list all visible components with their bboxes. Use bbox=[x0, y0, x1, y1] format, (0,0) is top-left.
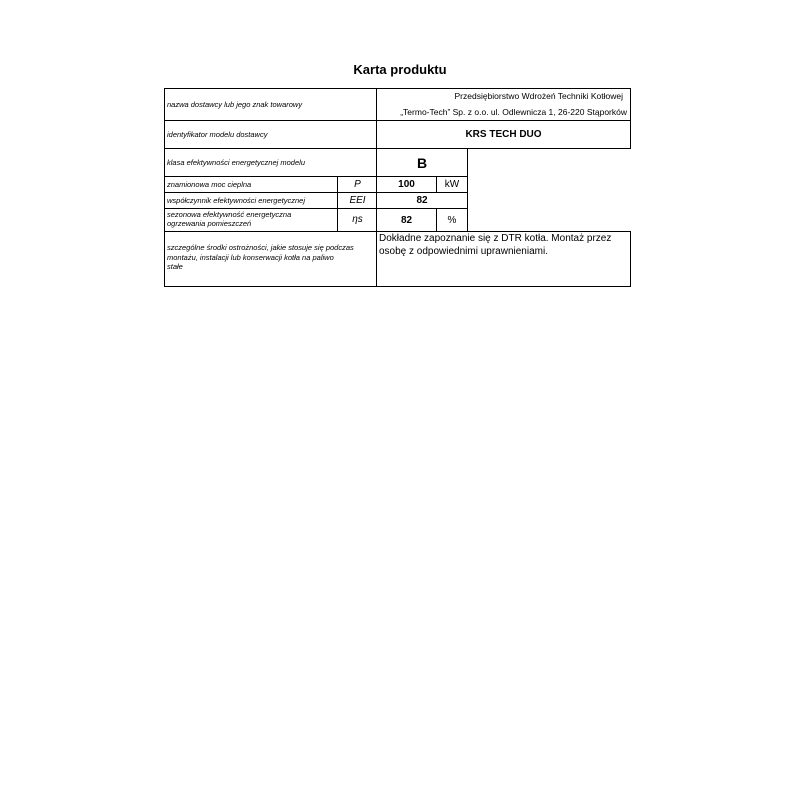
seasonal-efficiency-label-line: ogrzewania pomieszczeń bbox=[167, 219, 252, 228]
precautions-value-line: osobę z odpowiednimi uprawnieniami. bbox=[379, 245, 548, 257]
seasonal-efficiency-symbol: ηs bbox=[337, 208, 377, 231]
model-value: KRS TECH DUO bbox=[376, 120, 631, 149]
rated-power-symbol: P bbox=[337, 176, 377, 192]
rated-power-label: znamionowa moc cieplna bbox=[167, 179, 252, 189]
rated-power-unit: kW bbox=[436, 176, 468, 193]
seasonal-efficiency-unit: % bbox=[436, 208, 468, 232]
eei-label: współczynnik efektywności energetycznej bbox=[167, 195, 305, 205]
precautions-label-line: stałe bbox=[167, 262, 183, 271]
seasonal-efficiency-label-line: sezonowa efektywność energetyczna bbox=[167, 210, 292, 219]
seasonal-efficiency-label bbox=[167, 210, 337, 228]
supplier-name: Przedsiębiorstwo Wdrożeń Techniki Kotłowej bbox=[454, 91, 623, 101]
precautions-label-line: montażu, instalacji lub konserwacji kotła na paliwo bbox=[167, 252, 334, 262]
precautions-label-line: szczególne środki ostrożności, jakie stosuje się podczas bbox=[167, 243, 354, 252]
precautions-value-line: Dokładne zapoznanie się z DTR kotła. Montaż przez bbox=[379, 233, 612, 244]
energy-class-value: B bbox=[376, 148, 468, 177]
rated-power-value: 100 bbox=[376, 176, 437, 193]
row-divider bbox=[164, 231, 377, 232]
model-label: identyfikator modelu dostawcy bbox=[167, 129, 268, 139]
eei-value: 82 bbox=[376, 192, 468, 209]
page-title: Karta produktu bbox=[353, 62, 447, 77]
precautions-value bbox=[379, 233, 629, 258]
precautions-label bbox=[167, 243, 375, 272]
eei-symbol: EEI bbox=[337, 192, 377, 208]
energy-class-label: klasa efektywności energetycznej modelu bbox=[167, 157, 305, 167]
supplier-address: „Termo-Tech” Sp. z o.o. ul. Odlewnicza 1, 26-220 Stąporków bbox=[400, 107, 627, 117]
supplier-label: nazwa dostawcy lub jego znak towarowy bbox=[167, 99, 303, 109]
seasonal-efficiency-value: 82 bbox=[376, 208, 437, 232]
